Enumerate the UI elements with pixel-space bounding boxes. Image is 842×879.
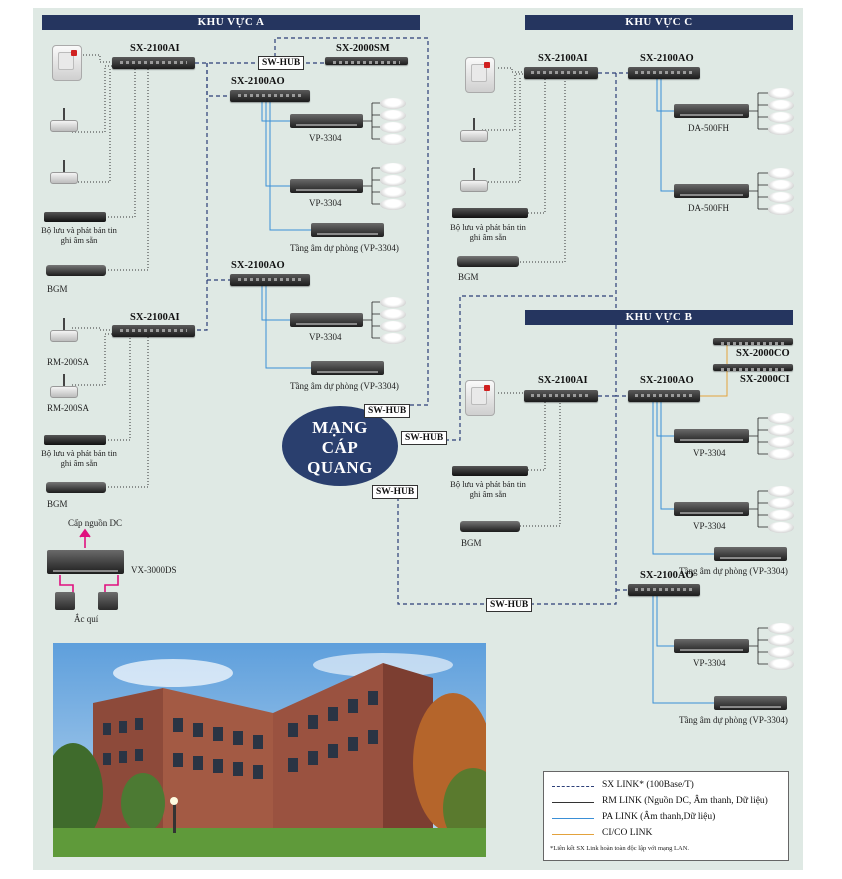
vp3304-a3-label: VP-3304 — [309, 332, 342, 342]
speaker-icon — [768, 437, 794, 448]
dc-power-label: Cấp nguồn DC — [68, 518, 122, 528]
speaker-icon — [768, 449, 794, 460]
zone-c-header: KHU VỰC C — [525, 15, 793, 30]
backup-amp-b1 — [714, 547, 787, 561]
sx2000sm-unit — [325, 57, 408, 65]
sw-hub-net-1: SW-HUB — [364, 404, 410, 418]
sw-hub-net-3: SW-HUB — [372, 485, 418, 499]
sw-hub-a1: SW-HUB — [258, 56, 304, 70]
recorder-a2 — [44, 435, 106, 445]
legend-rm-link-line — [552, 802, 594, 803]
bgm-label-b: BGM — [461, 538, 482, 548]
vp3304-b3 — [674, 639, 749, 653]
backup-amp-b2 — [714, 696, 787, 710]
sx2000sm-label: SX-2000SM — [336, 43, 390, 54]
speaker-icon — [380, 187, 406, 198]
backup-amp-b2-label: Tầng âm dự phòng (VP-3304) — [679, 715, 788, 725]
speaker-icon — [380, 134, 406, 145]
da500fh-2-label: DA-500FH — [688, 203, 730, 213]
speaker-icon — [380, 163, 406, 174]
speaker-icon — [768, 486, 794, 497]
da500fh-1-label: DA-500FH — [688, 123, 730, 133]
sx2100ai-a1 — [112, 57, 195, 69]
sx2100ai-a2-label: SX-2100AI — [130, 312, 180, 323]
bgm-player-c — [457, 256, 519, 267]
legend-pa-link-line — [552, 818, 594, 819]
microphone-a2 — [50, 160, 78, 184]
recorder-b — [452, 466, 528, 476]
recorder-a1 — [44, 212, 106, 222]
bgm-label-c: BGM — [458, 272, 479, 282]
network-line-1: MẠNG — [312, 418, 368, 437]
legend-note: *Liên kết SX Link hoàn toàn độc lập với mạng LAN. — [550, 845, 690, 852]
rm200sa-label-1: RM-200SA — [47, 357, 90, 367]
sx2100ao-b1-label: SX-2100AO — [640, 375, 694, 386]
speaker-icon — [768, 522, 794, 533]
bgm-player-b — [460, 521, 520, 532]
speaker-icon — [380, 110, 406, 121]
speaker-icon — [380, 175, 406, 186]
speaker-icon — [380, 98, 406, 109]
vx3000ds-label: VX-3000DS — [131, 565, 177, 575]
network-line-3: QUANG — [307, 458, 373, 477]
zone-a-header: KHU VỰC A — [42, 15, 420, 30]
building-illustration — [53, 643, 486, 857]
vp3304-a2 — [290, 179, 363, 193]
sx2100ai-c — [524, 67, 598, 79]
speaker-icon — [768, 88, 794, 99]
recorder-b-label: Bộ lưu và phát bản tin ghi âm sẵn — [450, 479, 526, 499]
speaker-icon — [768, 425, 794, 436]
backup-amp-a2-label: Tầng âm dự phòng (VP-3304) — [290, 381, 399, 391]
speaker-icon — [380, 321, 406, 332]
legend-sx-link-line — [552, 786, 594, 787]
recorder-a1-label: Bộ lưu và phát bản tin ghi âm sẵn — [41, 225, 117, 245]
speaker-icon — [768, 659, 794, 670]
sx2100ao-b1 — [628, 390, 700, 402]
vp3304-a1 — [290, 114, 363, 128]
bgm-label-a1: BGM — [47, 284, 68, 294]
speaker-icon — [768, 647, 794, 658]
network-line-2: CÁP — [321, 438, 359, 457]
building-photo — [53, 643, 486, 857]
vp3304-b2 — [674, 502, 749, 516]
microphone-a1 — [50, 108, 78, 132]
battery-icon — [98, 592, 118, 610]
sx2000ci-unit — [713, 364, 793, 371]
vx3000ds-unit — [47, 550, 124, 574]
rm200sa-mic-1 — [50, 318, 78, 342]
sx2100ao-b2 — [628, 584, 700, 596]
speaker-icon — [380, 309, 406, 320]
sx2100ao-a2 — [230, 274, 310, 286]
microphone-c1 — [460, 118, 488, 142]
legend-box — [543, 771, 789, 861]
backup-amp-a2 — [311, 361, 384, 375]
recorder-c — [452, 208, 528, 218]
emergency-intercom-a — [52, 45, 82, 81]
speaker-icon — [768, 413, 794, 424]
da500fh-2 — [674, 184, 749, 198]
vp3304-a1-label: VP-3304 — [309, 133, 342, 143]
legend-sx-link: SX LINK* (100Base/T) — [602, 780, 694, 790]
vp3304-b3-label: VP-3304 — [693, 658, 726, 668]
recorder-c-label: Bộ lưu và phát bản tin ghi âm sẵn — [450, 222, 526, 242]
sx2100ao-c — [628, 67, 700, 79]
sx2100ai-a2 — [112, 325, 195, 337]
emergency-intercom-c — [465, 57, 495, 93]
rm200sa-mic-2 — [50, 374, 78, 398]
speaker-icon — [768, 623, 794, 634]
sx2000ci-label: SX-2000CI — [740, 374, 790, 385]
sx2100ao-a1-label: SX-2100AO — [231, 76, 285, 87]
speaker-icon — [380, 297, 406, 308]
sx2000co-unit — [713, 338, 793, 345]
rm200sa-label-2: RM-200SA — [47, 403, 90, 413]
vp3304-a3 — [290, 313, 363, 327]
speaker-icon — [768, 192, 794, 203]
da500fh-1 — [674, 104, 749, 118]
sx2000ao-c-label: SX-2100AO — [640, 53, 694, 64]
bgm-label-a2: BGM — [47, 499, 68, 509]
sw-hub-net-2: SW-HUB — [401, 431, 447, 445]
bgm-player-a2 — [46, 482, 106, 493]
backup-amp-a1 — [311, 223, 384, 237]
legend-cico-link: CI/CO LINK — [602, 828, 653, 838]
microphone-c2 — [460, 168, 488, 192]
sx2100ai-a1-label: SX-2100AI — [130, 43, 180, 54]
sx2000co-label: SX-2000CO — [736, 348, 790, 359]
zone-b-header: KHU VỰC B — [525, 310, 793, 325]
sx2100ai-b — [524, 390, 598, 402]
vp3304-b1 — [674, 429, 749, 443]
recorder-a2-label: Bộ lưu và phát bản tin ghi âm sẵn — [41, 448, 117, 468]
battery-label: Ắc quí — [74, 614, 99, 624]
sx2100ao-a1 — [230, 90, 310, 102]
speaker-icon — [768, 112, 794, 123]
speaker-icon — [768, 498, 794, 509]
battery-icon — [55, 592, 75, 610]
speaker-icon — [768, 204, 794, 215]
backup-amp-b1-label: Tầng âm dự phòng (VP-3304) — [679, 566, 788, 576]
vp3304-b2-label: VP-3304 — [693, 521, 726, 531]
vp3304-b1-label: VP-3304 — [693, 448, 726, 458]
speaker-icon — [768, 124, 794, 135]
sw-hub-b: SW-HUB — [486, 598, 532, 612]
sx2100ai-c-label: SX-2100AI — [538, 53, 588, 64]
speaker-icon — [768, 100, 794, 111]
sx2100ao-b2-label: SX-2100AO — [640, 570, 694, 581]
legend-rm-link: RM LINK (Nguồn DC, Âm thanh, Dữ liệu) — [602, 796, 768, 806]
legend-cico-link-line — [552, 834, 594, 835]
speaker-icon — [768, 180, 794, 191]
speaker-icon — [768, 635, 794, 646]
bgm-player-a1 — [46, 265, 106, 276]
speaker-icon — [768, 168, 794, 179]
legend-pa-link: PA LINK (Âm thanh,Dữ liệu) — [602, 812, 716, 822]
backup-amp-a1-label: Tầng âm dự phòng (VP-3304) — [290, 243, 399, 253]
speaker-icon — [380, 122, 406, 133]
sx2100ao-a2-label: SX-2100AO — [231, 260, 285, 271]
speaker-icon — [380, 199, 406, 210]
vp3304-a2-label: VP-3304 — [309, 198, 342, 208]
sx2100ai-b-label: SX-2100AI — [538, 375, 588, 386]
emergency-intercom-b — [465, 380, 495, 416]
speaker-icon — [768, 510, 794, 521]
speaker-icon — [380, 333, 406, 344]
